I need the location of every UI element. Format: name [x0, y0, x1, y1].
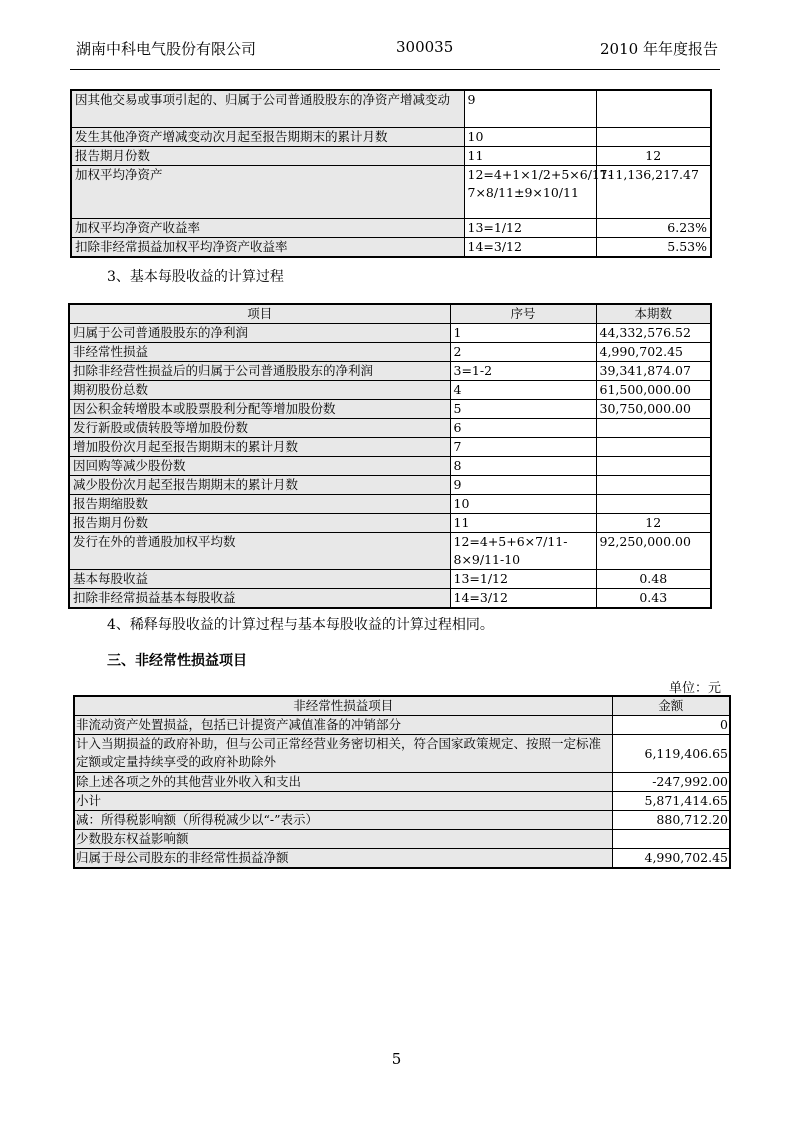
non-recurring-items-table [73, 695, 731, 869]
table-header-row [69, 304, 711, 324]
item-cell: 计入当期损益的政府补助，但与公司正常经营业务密切相关，符合国家政策规定、按照一定标准定额或定量持续享受的政府补助除外 [74, 735, 612, 773]
section-heading: 三、非经常性损益项目 [107, 653, 247, 669]
section-3-title: 3、基本每股收益的计算过程 [107, 269, 284, 285]
value-cell [596, 476, 711, 495]
amount-cell: -247,992.00 [612, 773, 730, 792]
item-cell: 归属于母公司股东的非经常性损益净额 [74, 849, 612, 869]
table-row [69, 343, 711, 362]
item-cell: 扣除非经营性损益后的归属于公司普通股股东的净利润 [69, 362, 450, 381]
header-divider [70, 69, 720, 70]
seq-cell: 11 [450, 514, 596, 533]
header-stock-code: 300035 [396, 38, 454, 56]
table-row [71, 127, 711, 146]
item-cell: 报告期月份数 [71, 146, 464, 165]
item-cell: 加权平均净资产 [71, 165, 464, 218]
seq-cell: 8 [450, 457, 596, 476]
section-4-text: 4、稀释每股收益的计算过程与基本每股收益的计算过程相同。 [107, 617, 494, 633]
table-row [69, 438, 711, 457]
amount-cell: 6,119,406.65 [612, 735, 730, 773]
table-row [74, 849, 730, 869]
column-header: 非经常性损益项目 [74, 696, 612, 716]
value-cell: 30,750,000.00 [596, 400, 711, 419]
seq-cell: 14=3/12 [464, 237, 596, 257]
value-cell: 39,341,874.07 [596, 362, 711, 381]
seq-cell: 7 [450, 438, 596, 457]
value-cell: 0.43 [596, 589, 711, 609]
value-cell: 61,500,000.00 [596, 381, 711, 400]
item-cell: 加权平均净资产收益率 [71, 218, 464, 237]
value-cell: 0.48 [596, 570, 711, 589]
table-row [69, 381, 711, 400]
item-cell: 基本每股收益 [69, 570, 450, 589]
item-cell: 扣除非经常损益加权平均净资产收益率 [71, 237, 464, 257]
seq-cell: 6 [450, 419, 596, 438]
table-row [69, 495, 711, 514]
value-cell: 92,250,000.00 [596, 533, 711, 570]
table-row [69, 400, 711, 419]
item-cell: 非流动资产处置损益，包括已计提资产减值准备的冲销部分 [74, 716, 612, 735]
page-number: 5 [391, 1050, 402, 1068]
item-cell: 减：所得税影响额（所得税减少以“-”表示） [74, 811, 612, 830]
table-row [71, 237, 711, 257]
table-row [74, 735, 730, 773]
amount-cell: 880,712.20 [612, 811, 730, 830]
seq-cell: 9 [464, 90, 596, 127]
item-cell: 发生其他净资产增减变动次月起至报告期期末的累计月数 [71, 127, 464, 146]
item-cell: 因公积金转增股本或股票股利分配等增加股份数 [69, 400, 450, 419]
item-cell: 发行在外的普通股加权平均数 [69, 533, 450, 570]
seq-cell: 5 [450, 400, 596, 419]
net-asset-return-table [70, 89, 712, 258]
seq-cell: 14=3/12 [450, 589, 596, 609]
seq-cell: 13=1/12 [464, 218, 596, 237]
table-row [71, 146, 711, 165]
column-header: 序号 [450, 304, 596, 324]
seq-cell: 2 [450, 343, 596, 362]
seq-cell: 4 [450, 381, 596, 400]
table-row [74, 811, 730, 830]
value-cell: 6.23% [596, 218, 711, 237]
basic-eps-table [68, 303, 712, 609]
column-header: 项目 [69, 304, 450, 324]
seq-cell: 13=1/12 [450, 570, 596, 589]
table-row [74, 830, 730, 849]
unit-label: 单位：元 [669, 681, 722, 696]
table-row [69, 457, 711, 476]
item-cell: 期初股份总数 [69, 381, 450, 400]
item-cell: 归属于公司普通股股东的净利润 [69, 324, 450, 343]
seq-cell: 11 [464, 146, 596, 165]
seq-cell: 12=4+5+6×7/11-8×9/11-10 [450, 533, 596, 570]
item-cell: 因回购等减少股份数 [69, 457, 450, 476]
item-cell: 增加股份次月起至报告期期末的累计月数 [69, 438, 450, 457]
item-cell: 发行新股或债转股等增加股份数 [69, 419, 450, 438]
table-row [71, 90, 711, 127]
seq-cell: 10 [464, 127, 596, 146]
item-cell: 小计 [74, 792, 612, 811]
item-cell: 因其他交易或事项引起的、归属于公司普通股股东的净资产增减变动 [71, 90, 464, 127]
header-report-title: 2010 年年度报告 [600, 40, 718, 58]
column-header: 本期数 [596, 304, 711, 324]
amount-cell: 5,871,414.65 [612, 792, 730, 811]
item-cell: 非经常性损益 [69, 343, 450, 362]
table-row [69, 324, 711, 343]
amount-cell: 0 [612, 716, 730, 735]
value-cell [596, 457, 711, 476]
item-cell: 减少股份次月起至报告期期末的累计月数 [69, 476, 450, 495]
table-row [69, 362, 711, 381]
value-cell [596, 127, 711, 146]
seq-cell: 3=1-2 [450, 362, 596, 381]
value-cell: 4,990,702.45 [596, 343, 711, 362]
value-cell: 44,332,576.52 [596, 324, 711, 343]
table-row [71, 218, 711, 237]
table-row [69, 476, 711, 495]
table-header-row [74, 696, 730, 716]
seq-cell: 9 [450, 476, 596, 495]
item-cell: 报告期月份数 [69, 514, 450, 533]
value-cell: 711,136,217.47 [596, 165, 711, 218]
table-row [71, 165, 711, 218]
value-cell: 12 [596, 146, 711, 165]
value-cell [596, 438, 711, 457]
table-row [69, 533, 711, 570]
item-cell: 扣除非经常损益基本每股收益 [69, 589, 450, 609]
table-row [74, 792, 730, 811]
column-header: 金额 [612, 696, 730, 716]
table-row [69, 514, 711, 533]
item-cell: 报告期缩股数 [69, 495, 450, 514]
value-cell [596, 419, 711, 438]
value-cell [596, 495, 711, 514]
table-row [74, 773, 730, 792]
amount-cell [612, 830, 730, 849]
table-row [69, 570, 711, 589]
value-cell [596, 90, 711, 127]
header-company: 湖南中科电气股份有限公司 [76, 40, 257, 58]
table-row [74, 716, 730, 735]
value-cell: 5.53% [596, 237, 711, 257]
seq-cell: 1 [450, 324, 596, 343]
item-cell: 少数股东权益影响额 [74, 830, 612, 849]
amount-cell: 4,990,702.45 [612, 849, 730, 869]
seq-cell: 12=4+1×1/2+5×6/11-7×8/11±9×10/11 [464, 165, 596, 218]
item-cell: 除上述各项之外的其他营业外收入和支出 [74, 773, 612, 792]
table-row [69, 589, 711, 609]
seq-cell: 10 [450, 495, 596, 514]
table-row [69, 419, 711, 438]
value-cell: 12 [596, 514, 711, 533]
